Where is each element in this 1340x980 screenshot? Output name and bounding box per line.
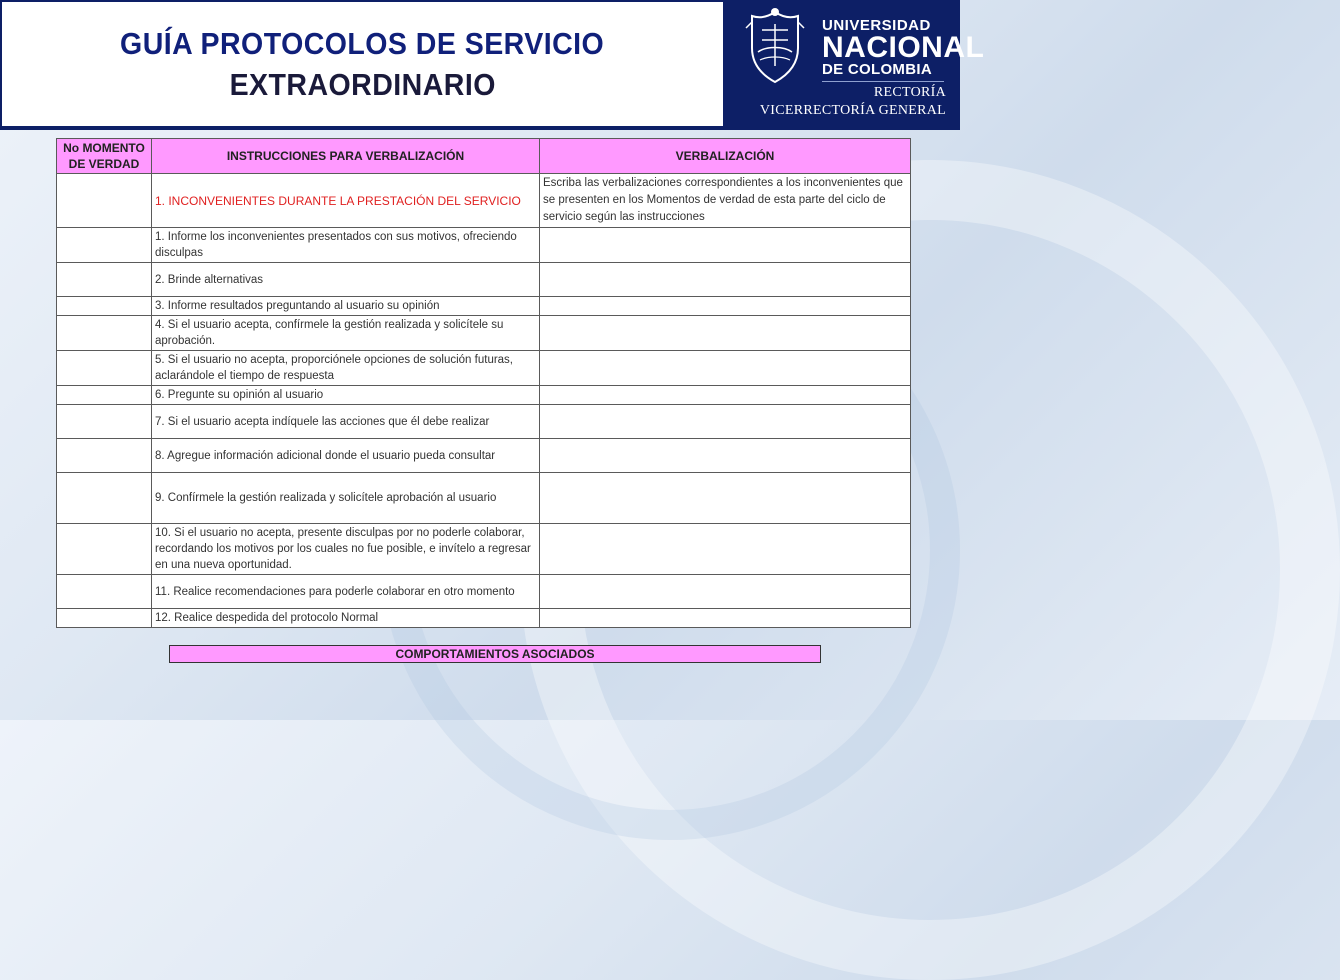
university-logo — [740, 4, 985, 124]
table-row — [57, 351, 911, 386]
momento-cell[interactable] — [57, 524, 152, 575]
instruction-cell: 4. Si el usuario acepta, confírmele la gestión realizada y solicítele su aprobación. — [152, 316, 540, 351]
momento-cell[interactable] — [57, 174, 152, 228]
verbalization-cell[interactable] — [540, 316, 911, 351]
header-verbalizacion: VERBALIZACIÓN — [540, 139, 911, 174]
instruction-cell: 8. Agregue información adicional donde el usuario pueda consultar — [152, 439, 540, 473]
protocol-table — [56, 138, 911, 628]
instruction-cell: 3. Informe resultados preguntando al usuario su opinión — [152, 297, 540, 316]
header-banner — [0, 0, 985, 130]
section-title: 1. INCONVENIENTES DURANTE LA PRESTACIÓN DEL SERVICIO — [152, 174, 540, 228]
table-row — [57, 609, 911, 628]
table-row — [57, 473, 911, 524]
table-row — [57, 405, 911, 439]
header-momento: No MOMENTO DE VERDAD — [57, 139, 152, 174]
university-shield-icon — [744, 6, 806, 86]
table-row — [57, 228, 911, 263]
university-name — [822, 18, 984, 78]
verbalization-cell[interactable] — [540, 473, 911, 524]
instruction-cell: 2. Brinde alternativas — [152, 263, 540, 297]
logo-sub2: VICERRECTORÍA GENERAL — [759, 103, 946, 118]
verbalization-intro: Escriba las verbalizaciones correspondientes a los inconvenientes que se presenten en los Momentos de verdad de esta parte del ciclo de servicio según las instrucciones — [540, 174, 911, 228]
table-row — [57, 297, 911, 316]
page-title-line2: EXTRAORDINARIO — [229, 67, 496, 102]
instruction-cell: 6. Pregunte su opinión al usuario — [152, 386, 540, 405]
verbalization-cell[interactable] — [540, 575, 911, 609]
instruction-cell: 5. Si el usuario no acepta, proporciónele opciones de solución futuras, aclarándole el tiempo de respuesta — [152, 351, 540, 386]
instruction-cell: 10. Si el usuario no acepta, presente disculpas por no poderle colaborar, recordando los motivos por los cuales no fue posible, e invítelo a regresar en una nueva oportunidad. — [152, 524, 540, 575]
momento-cell[interactable] — [57, 473, 152, 524]
table-row — [57, 263, 911, 297]
logo-divider — [822, 81, 944, 82]
logo-sub1: RECTORÍA — [873, 85, 946, 100]
table-header-row — [57, 139, 911, 174]
logo-line1: UNIVERSIDAD — [822, 17, 931, 34]
table-row — [57, 524, 911, 575]
momento-cell[interactable] — [57, 297, 152, 316]
logo-line2: NACIONAL — [822, 31, 985, 64]
logo-subtitle — [740, 84, 946, 120]
instruction-cell: 7. Si el usuario acepta indíquele las acciones que él debe realizar — [152, 405, 540, 439]
instruction-cell: 11. Realice recomendaciones para poderle colaborar en otro momento — [152, 575, 540, 609]
title-box — [2, 2, 723, 126]
verbalization-cell[interactable] — [540, 351, 911, 386]
momento-cell[interactable] — [57, 351, 152, 386]
table-row — [57, 439, 911, 473]
table-row — [57, 316, 911, 351]
instruction-cell: 1. Informe los inconvenientes presentados con sus motivos, ofreciendo disculpas — [152, 228, 540, 263]
section-row — [57, 174, 911, 228]
momento-cell[interactable] — [57, 575, 152, 609]
momento-cell[interactable] — [57, 609, 152, 628]
momento-cell[interactable] — [57, 228, 152, 263]
header-instrucciones: INSTRUCCIONES PARA VERBALIZACIÓN — [152, 139, 540, 174]
logo-line3: DE COLOMBIA — [822, 61, 932, 78]
verbalization-cell[interactable] — [540, 263, 911, 297]
momento-cell[interactable] — [57, 405, 152, 439]
comportamientos-header: COMPORTAMIENTOS ASOCIADOS — [169, 645, 821, 663]
verbalization-cell[interactable] — [540, 386, 911, 405]
momento-cell[interactable] — [57, 439, 152, 473]
verbalization-cell[interactable] — [540, 524, 911, 575]
verbalization-cell[interactable] — [540, 609, 911, 628]
verbalization-cell[interactable] — [540, 228, 911, 263]
verbalization-cell[interactable] — [540, 297, 911, 316]
momento-cell[interactable] — [57, 316, 152, 351]
table-row — [57, 386, 911, 405]
table-row — [57, 575, 911, 609]
page-title-line1: GUÍA PROTOCOLOS DE SERVICIO — [120, 26, 605, 61]
verbalization-cell[interactable] — [540, 405, 911, 439]
momento-cell[interactable] — [57, 263, 152, 297]
instruction-cell: 12. Realice despedida del protocolo Normal — [152, 609, 540, 628]
momento-cell[interactable] — [57, 386, 152, 405]
instruction-cell: 9. Confírmele la gestión realizada y solicítele aprobación al usuario — [152, 473, 540, 524]
verbalization-cell[interactable] — [540, 439, 911, 473]
